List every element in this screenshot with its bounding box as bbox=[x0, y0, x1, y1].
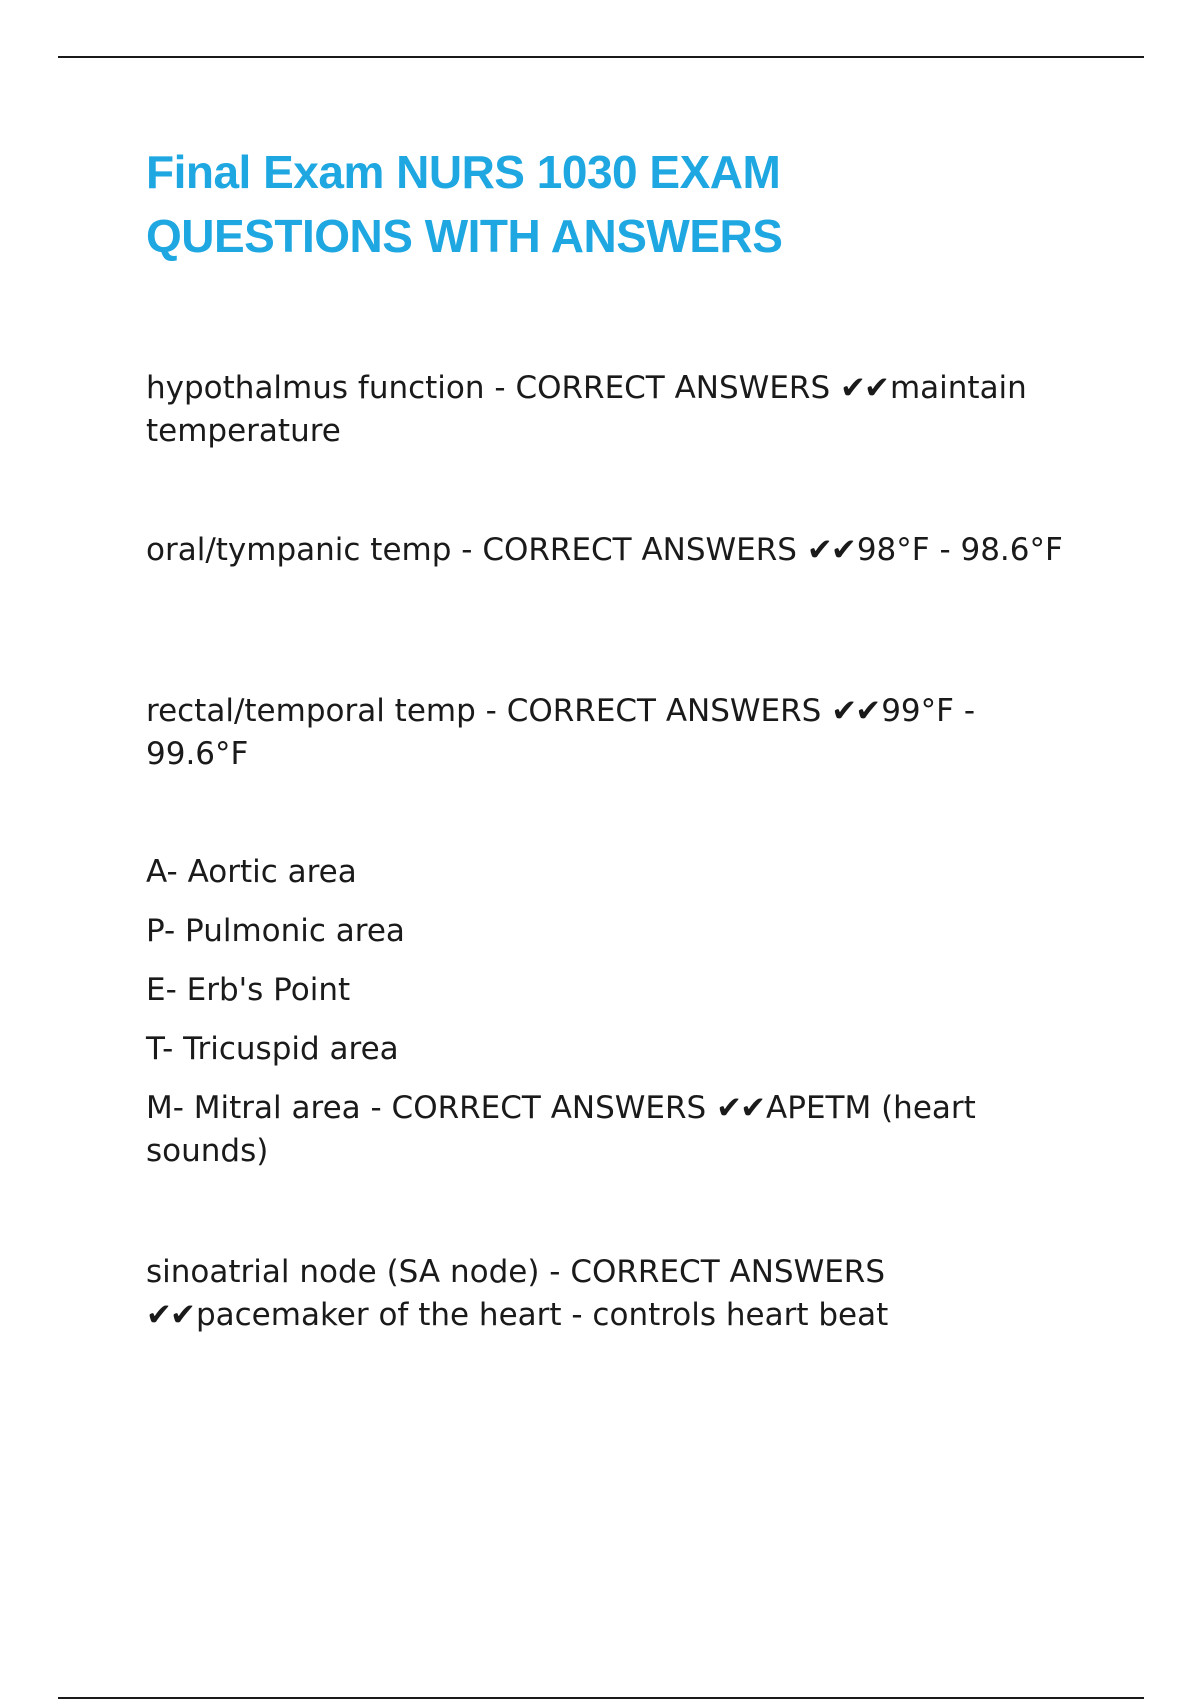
answer-text: pacemaker of the heart - controls heart beat bbox=[195, 1297, 889, 1333]
question-text: oral/tympanic temp bbox=[146, 532, 452, 568]
mnemonic-line-with-answer: M- Mitral area - CORRECT ANSWERS ✔✔APETM (heart sounds) bbox=[146, 1090, 976, 1169]
qa-item-apetm bbox=[146, 851, 1086, 1173]
answer-marker: CORRECT ANSWERS bbox=[506, 693, 822, 729]
mnemonic-line: A- Aortic area bbox=[146, 854, 357, 890]
answer-marker: CORRECT ANSWERS bbox=[515, 370, 831, 406]
question-text: rectal/temporal temp bbox=[146, 693, 476, 729]
question-text: hypothalmus function bbox=[146, 370, 485, 406]
answer-text: 98°F - 98.6°F bbox=[856, 532, 1063, 568]
qa-item: hypothalmus function - CORRECT ANSWERS ✔✔maintain temperature bbox=[146, 370, 1027, 449]
answer-text: APETM (heart sounds) bbox=[146, 1090, 976, 1169]
bottom-divider bbox=[58, 1697, 1144, 1699]
qa-item: oral/tympanic temp - CORRECT ANSWERS ✔✔98°F - 98.6°F bbox=[146, 532, 1063, 568]
mnemonic-line: E- Erb's Point bbox=[146, 972, 351, 1008]
document-title: Final Exam NURS 1030 EXAM QUESTIONS WITH ANSWERS bbox=[146, 146, 783, 262]
checkmark-icon: ✔✔ bbox=[806, 532, 855, 568]
question-text: sinoatrial node (SA node) bbox=[146, 1254, 540, 1290]
qa-item: sinoatrial node (SA node) - CORRECT ANSWERS ✔✔pacemaker of the heart - controls heart beat bbox=[146, 1254, 889, 1333]
checkmark-icon: ✔✔ bbox=[146, 1297, 194, 1333]
mnemonic-line: T- Tricuspid area bbox=[146, 1031, 399, 1067]
question-text: M- Mitral area bbox=[146, 1090, 361, 1126]
checkmark-icon: ✔✔ bbox=[831, 693, 880, 729]
mnemonic-line: P- Pulmonic area bbox=[146, 913, 405, 949]
answer-marker: CORRECT ANSWERS bbox=[482, 532, 797, 568]
checkmark-icon: ✔✔ bbox=[840, 370, 888, 406]
checkmark-icon: ✔✔ bbox=[716, 1090, 765, 1126]
answer-text: maintain temperature bbox=[146, 370, 1027, 449]
answer-marker: CORRECT ANSWERS bbox=[570, 1254, 886, 1290]
answer-marker: CORRECT ANSWERS bbox=[391, 1090, 707, 1126]
answer-text: 99°F - 99.6°F bbox=[146, 693, 976, 772]
qa-item: rectal/temporal temp - CORRECT ANSWERS ✔✔99°F - 99.6°F bbox=[146, 693, 976, 772]
top-divider bbox=[58, 56, 1144, 58]
